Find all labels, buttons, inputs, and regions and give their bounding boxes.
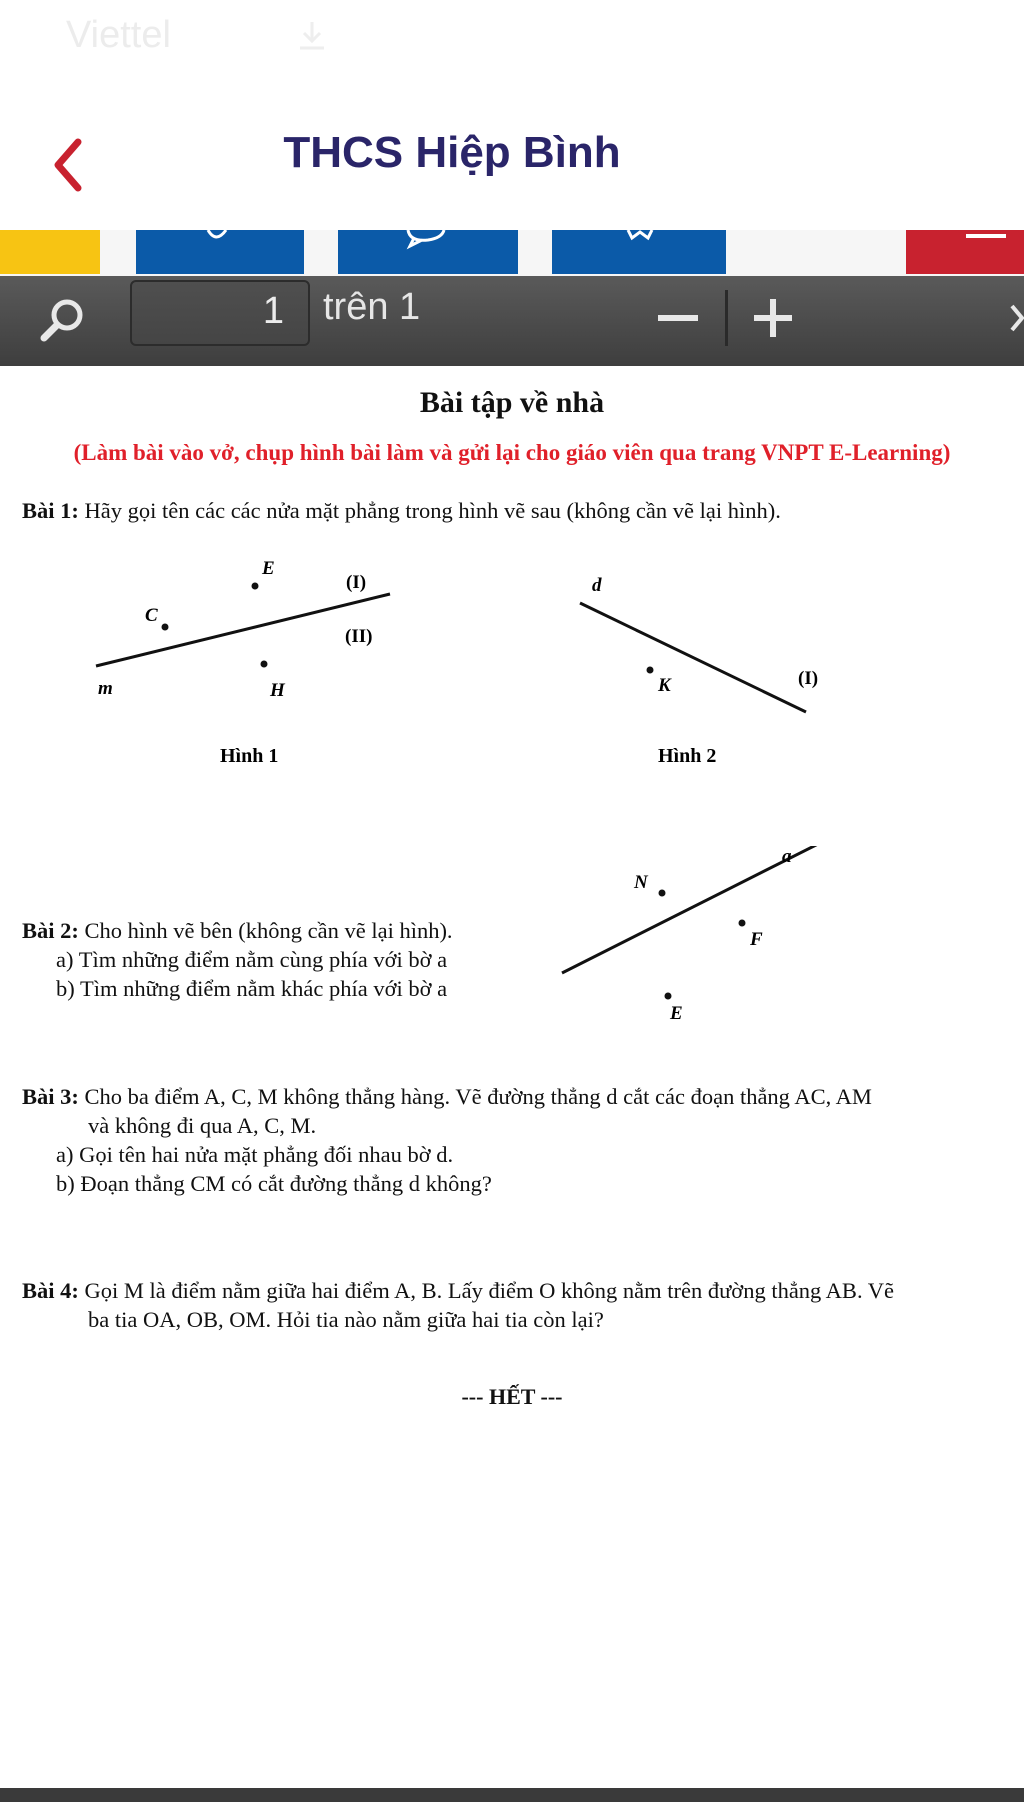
- figure-2: [570, 571, 860, 786]
- chevron-right-icon[interactable]: [1006, 288, 1024, 348]
- tab-comment[interactable]: [338, 230, 518, 274]
- figure-2-label-K: K: [658, 675, 671, 696]
- share-icon: [136, 230, 304, 274]
- search-icon[interactable]: [36, 292, 92, 348]
- figure-3-label-a: a: [782, 846, 792, 867]
- figure-3-point-E: [665, 993, 672, 1000]
- question-2b: b) Tìm những điểm nằm khác phía với bờ a: [56, 976, 448, 1001]
- tab-favorite[interactable]: [552, 230, 726, 274]
- figure-1-label-C: C: [145, 605, 158, 626]
- figure-3-label-N: N: [634, 872, 648, 893]
- figure-3-point-N: [659, 890, 666, 897]
- figure-1-point-H: [261, 661, 268, 668]
- question-3-text: Cho ba điểm A, C, M không thẳng hàng. Vẽ đường thẳng d cắt các đoạn thẳng AC, AM: [84, 1084, 872, 1109]
- figure-2-caption: Hình 2: [658, 745, 717, 767]
- figure-3-label-F: F: [750, 929, 763, 950]
- question-3-label: Bài 3:: [22, 1084, 79, 1109]
- question-1-label: Bài 1:: [22, 498, 79, 523]
- question-2-text: Cho hình vẽ bên (không cần vẽ lại hình).: [84, 918, 453, 943]
- page-number-input[interactable]: 1: [130, 280, 310, 346]
- carrier-label: Viettel: [66, 14, 171, 56]
- page-title: THCS Hiệp Bình: [283, 128, 621, 177]
- figure-3-label-E: E: [670, 1003, 683, 1024]
- toolbar-divider: [725, 290, 728, 346]
- end-marker: --- HẾT ---: [461, 1384, 563, 1409]
- question-4-label: Bài 4:: [22, 1278, 79, 1303]
- figure-3: [560, 846, 840, 1026]
- figure-2-label-I: (I): [798, 668, 819, 689]
- app-tab-strip: [0, 230, 1024, 276]
- question-2-label: Bài 2:: [22, 918, 79, 943]
- question-4: [22, 1276, 1012, 1334]
- figure-1-label-H: H: [270, 680, 285, 701]
- pdf-page: [0, 366, 1024, 1786]
- doc-title: Bài tập về nhà: [419, 386, 605, 419]
- download-icon: [292, 16, 332, 56]
- question-2: [22, 916, 492, 1003]
- figure-1-label-I: (I): [346, 572, 367, 593]
- figure-1-label-E: E: [262, 558, 275, 579]
- question-1-text: Hãy gọi tên các các nửa mặt phẳng trong hình vẽ sau (không cần vẽ lại hình).: [84, 498, 781, 523]
- figure-1-caption: Hình 1: [220, 745, 279, 767]
- figure-1-label-II: (II): [345, 626, 373, 647]
- star-icon: [552, 230, 726, 274]
- menu-icon: [906, 230, 1024, 274]
- question-3a: a) Gọi tên hai nửa mặt phẳng đối nhau bờ d.: [56, 1142, 454, 1167]
- question-3-text2: và không đi qua A, C, M.: [88, 1113, 317, 1138]
- question-3: [22, 1082, 1012, 1198]
- figure-3-point-F: [739, 920, 746, 927]
- zoom-out-icon[interactable]: [650, 288, 710, 348]
- tab-yellow[interactable]: [0, 230, 100, 274]
- figure-1-point-C: [162, 624, 169, 631]
- figure-2-label-d: d: [592, 575, 602, 596]
- doc-note: (Làm bài vào vở, chụp hình bài làm và gửi lại cho giáo viên qua trang VNPT E-Learning): [73, 440, 951, 465]
- figure-2-point-K: [647, 667, 654, 674]
- tab-share[interactable]: [136, 230, 304, 274]
- tab-menu[interactable]: [906, 230, 1024, 274]
- figure-2-line-d: [580, 603, 806, 712]
- title-bar: [0, 90, 1024, 225]
- question-3b: b) Đoạn thẳng CM có cắt đường thẳng d không?: [56, 1171, 492, 1196]
- question-4-text: Gọi M là điểm nằm giữa hai điểm A, B. Lấy điểm O không nằm trên đường thẳng AB. Vẽ: [84, 1278, 895, 1303]
- zoom-in-icon[interactable]: [748, 288, 808, 348]
- figure-1-label-m: m: [98, 678, 113, 699]
- figure-1-point-E: [252, 583, 259, 590]
- status-bar: [0, 0, 1024, 80]
- bottom-bar: [0, 1788, 1024, 1802]
- question-1: [22, 496, 1002, 525]
- question-4-text2: ba tia OA, OB, OM. Hỏi tia nào nằm giữa hai tia còn lại?: [88, 1307, 604, 1332]
- comment-icon: [338, 230, 518, 274]
- pdf-toolbar: [0, 276, 1024, 366]
- question-2a: a) Tìm những điểm nằm cùng phía với bờ a: [56, 947, 448, 972]
- figure-1: [80, 554, 420, 784]
- page-total-label: trên 1: [323, 286, 421, 328]
